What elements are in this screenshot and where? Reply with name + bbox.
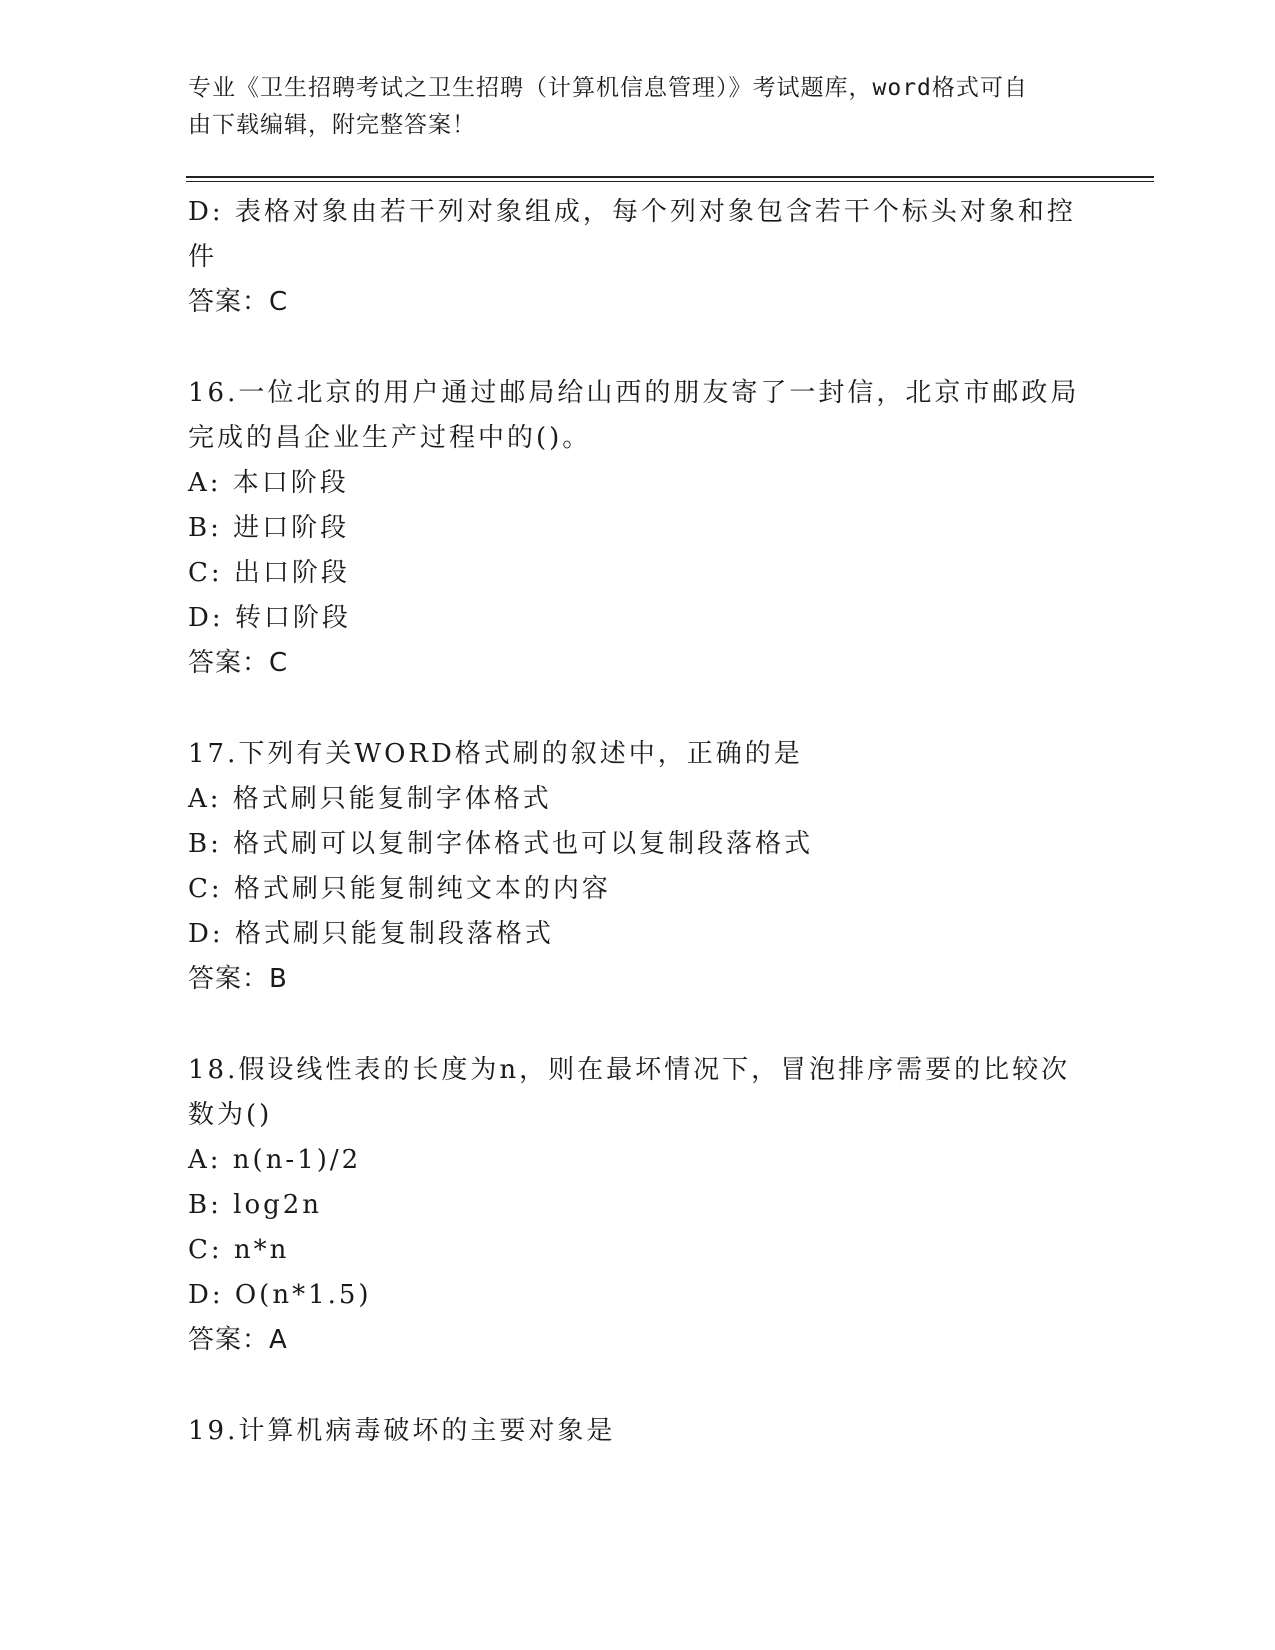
header-divider-thin <box>186 181 1154 182</box>
question-list <box>188 190 1088 1454</box>
answer: 答案：A <box>188 1325 288 1355</box>
document-header <box>188 70 1068 144</box>
header-line-1: 专业《卫生招聘考试之卫生招聘（计算机信息管理）》考试题库，word格式可自 <box>188 75 1028 101</box>
spacer <box>188 686 1088 732</box>
option-b: B: 格式刷可以复制字体格式也可以复制段落格式 <box>188 829 814 859</box>
option-d: D: 格式刷只能复制段落格式 <box>188 919 554 949</box>
question-stem-continued: 完成的昌企业生产过程中的()。 <box>188 423 592 453</box>
question-stem: 16.一位北京的用户通过邮局给山西的朋友寄了一封信，北京市邮政局 <box>188 378 1080 408</box>
question-19 <box>188 1409 1088 1454</box>
option-b: B: 进口阶段 <box>188 513 350 543</box>
spacer <box>188 325 1088 371</box>
question-15 <box>188 190 1088 325</box>
question-stem-continued: 数为() <box>188 1100 273 1130</box>
option-d: D: 表格对象由若干列对象组成，每个列对象包含若干个标头对象和控 <box>188 197 1076 227</box>
question-16 <box>188 371 1088 686</box>
answer: 答案：B <box>188 964 288 994</box>
option-d: D: O(n*1.5) <box>188 1280 372 1310</box>
option-a: A: 格式刷只能复制字体格式 <box>188 784 552 814</box>
question-stem: 18.假设线性表的长度为n，则在最坏情况下，冒泡排序需要的比较次 <box>188 1055 1071 1085</box>
option-c: C: 出口阶段 <box>188 558 350 588</box>
question-stem: 19.计算机病毒破坏的主要对象是 <box>188 1416 616 1446</box>
header-line-2: 由下载编辑，附完整答案！ <box>188 112 476 138</box>
question-stem: 17.下列有关WORD格式刷的叙述中，正确的是 <box>188 739 803 769</box>
spacer <box>188 1002 1088 1048</box>
answer: 答案：C <box>188 287 289 317</box>
header-divider-thick <box>186 176 1154 178</box>
option-c: C: 格式刷只能复制纯文本的内容 <box>188 874 611 904</box>
spacer <box>188 1363 1088 1409</box>
option-a: A: 本口阶段 <box>188 468 349 498</box>
answer: 答案：C <box>188 648 289 678</box>
question-18 <box>188 1048 1088 1363</box>
option-b: B: log2n <box>188 1190 323 1220</box>
option-a: A: n(n-1)/2 <box>188 1145 362 1175</box>
option-c: C: n*n <box>188 1235 290 1265</box>
question-17 <box>188 732 1088 1002</box>
option-d: D: 转口阶段 <box>188 603 351 633</box>
option-d-continued: 件 <box>188 242 218 272</box>
